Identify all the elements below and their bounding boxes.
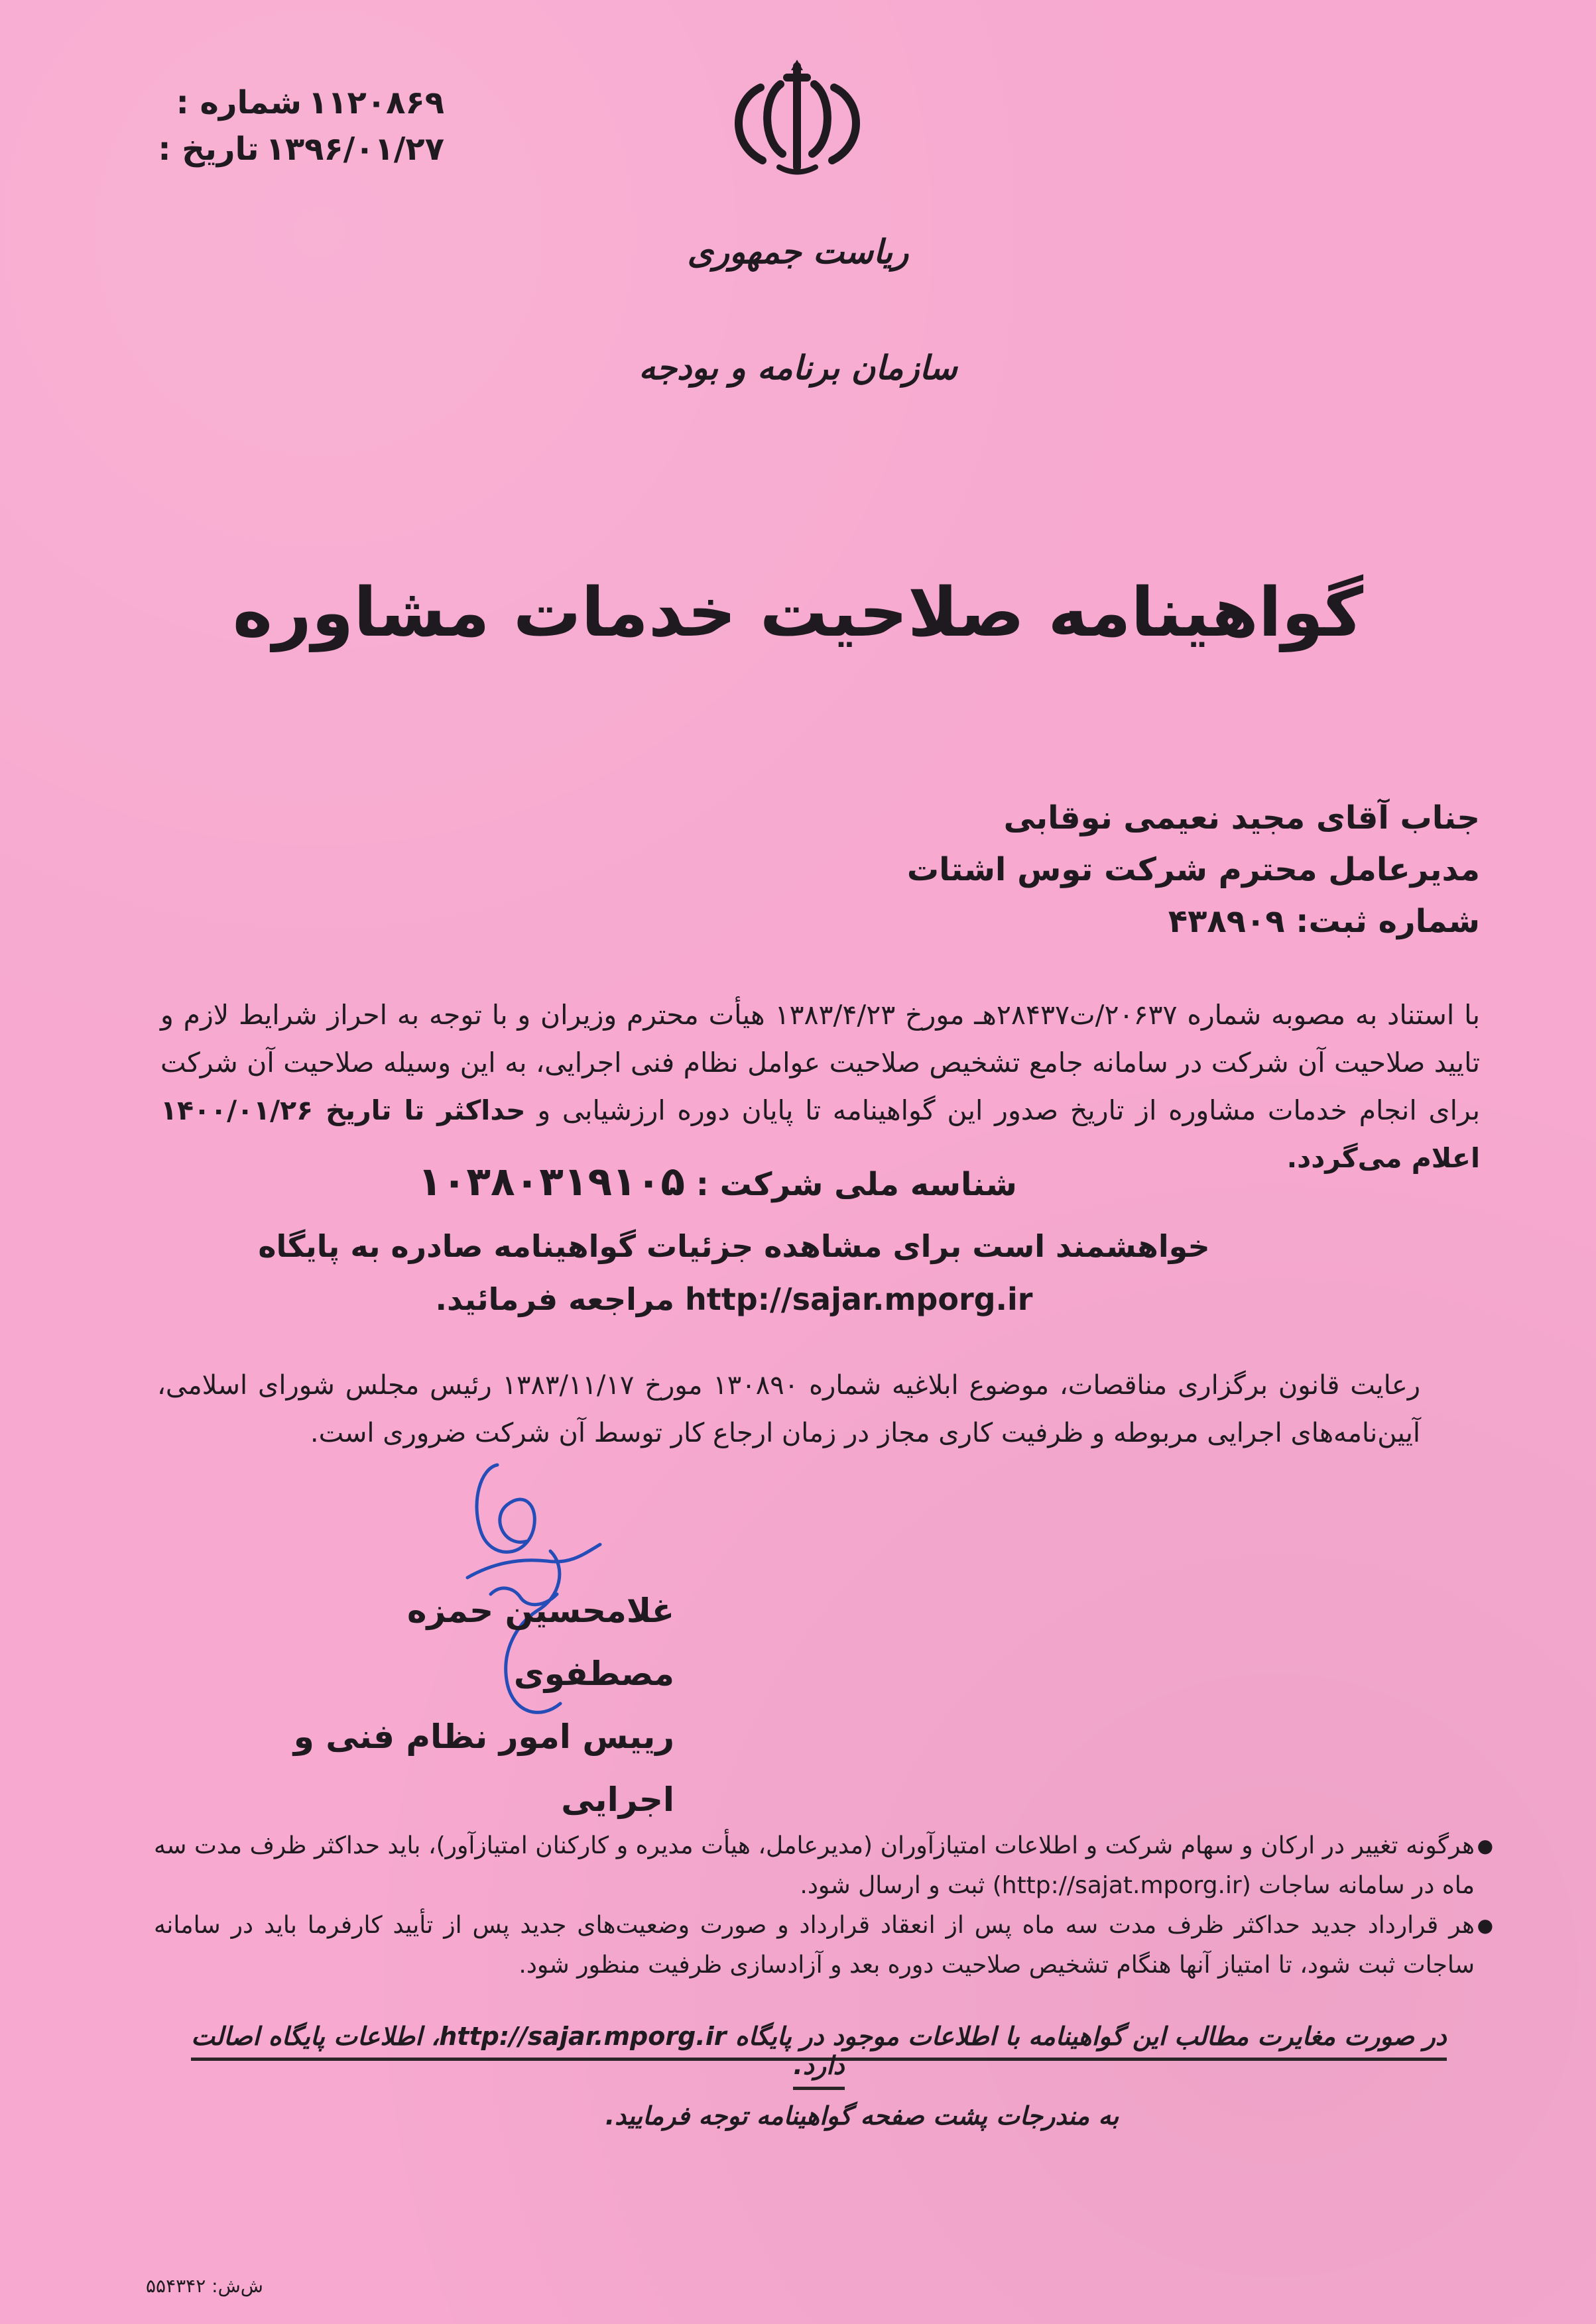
request-line-2 — [204, 1273, 1264, 1326]
company-national-id-value: ۱۰۳۸۰۳۱۹۱۰۵ — [418, 1159, 685, 1205]
main-paragraph — [160, 991, 1480, 1182]
presidency-heading: ریاست جمهوری — [687, 232, 909, 271]
note-item: ● هرگونه تغییر در ارکان و سهام شرکت و اطلاعات امتیازآوران (مدیرعامل، هیأت مدیره و کارکنان امتیازآور)، باید حداکثر ظرف مدت سه ماه در سامانه ساجات (http://sajat.mporg.ir) ثبت و ارسال شود. — [154, 1826, 1493, 1906]
authenticity-warning-text: در صورت مغایرت مطالب این گواهینامه با اطلاعات موجود در پایگاه http://sajar.mporg.ir، اطلاعات پایگاه اصالت دارد. — [191, 2022, 1446, 2090]
company-national-id — [286, 1159, 1148, 1205]
document-number-row — [99, 80, 444, 126]
notes-list — [154, 1826, 1493, 1985]
document-number-value: ۱۱۲۰۸۶۹ — [308, 84, 444, 121]
note-item: ● هر قرارداد جدید حداکثر ظرف مدت سه ماه پس از انعقاد قرارداد و صورت وضعیت‌های جدید پس از تأیید کارفرما باید در سامانه ساجات ثبت شود، تا امتیاز آنها هنگام تشخیص صلاحیت دوره بعد و آزادسازی ظرفیت منظور شود. — [154, 1906, 1493, 1985]
authenticity-warning — [172, 2022, 1465, 2080]
registration-label: شماره ثبت: — [1296, 903, 1480, 940]
iran-emblem-icon — [726, 54, 869, 180]
company-national-id-label: شناسه ملی شرکت : — [696, 1166, 1017, 1203]
main-paragraph-text: با استناد به مصوبه شماره ۲۰۶۳۷/ت۲۸۴۳۷هـ مورخ ۱۳۸۳/۴/۲۳ هیأت محترم وزیران و با توجه به احراز شرایط لازم و تایید صلاحیت آن شرکت در سامانه جامع تشخیص صلاحیت عوامل نظام فنی اجرایی، به این وسیله صلاحیت آن شرکت برای انجام خدمات مشاوره از تاریخ صدور این گواهینامه تا پایان دوره ارزشیابی و — [160, 999, 1481, 1126]
document-date-value: ۱۳۹۶/۰۱/۲۷ — [265, 131, 444, 168]
document-number-label: شماره : — [176, 84, 302, 121]
recipient-registration-row — [618, 896, 1480, 947]
document-meta — [99, 80, 444, 172]
signer-block — [237, 1580, 674, 1831]
back-page-note: به مندرجات پشت صفحه گواهینامه توجه فرمایید. — [605, 2101, 1119, 2130]
law-notice: رعایت قانون برگزاری مناقصات، موضوع ابلاغیه شماره ۱۳۰۸۹۰ مورخ ۱۳۸۳/۱۱/۱۷ رئیس مجلس شورای اسلامی، آیین‌نامه‌های اجرایی مربوطه و ظرفیت کاری مجاز در زمان ارجاع کار توسط آن شرکت ضروری است. — [157, 1370, 1421, 1448]
organization-heading: سازمان برنامه و بودجه — [639, 348, 957, 387]
signer-name: غلامحسین حمزه مصطفوی — [407, 1592, 674, 1693]
footer-serial: ش‌ش: ۵۵۴۳۴۲ — [146, 2275, 263, 2297]
recipient-block — [618, 792, 1480, 947]
signer-title: رییس امور نظام فنی و اجرایی — [293, 1717, 674, 1819]
registration-value: ۴۳۸۹۰۹ — [1168, 903, 1285, 940]
certificate-title: گواهینامه صلاحیت خدمات مشاوره — [232, 573, 1364, 652]
main-paragraph-bold-text: حداکثر تا تاریخ ۱۴۰۰/۰۱/۲۶ اعلام می‌گردد. — [160, 1094, 1480, 1174]
document-date-label: تاریخ : — [158, 131, 259, 168]
recipient-line-name: جناب آقای مجید نعیمی نوقابی — [1003, 799, 1480, 837]
request-line-2-suffix: مراجعه فرمائید. — [435, 1281, 674, 1317]
request-line-1: خواهشمند است برای مشاهده جزئیات گواهینامه صادره به پایگاه — [258, 1228, 1210, 1264]
request-block — [204, 1220, 1264, 1326]
recipient-line-company: مدیرعامل محترم شرکت توس اشتات — [906, 851, 1480, 888]
portal-url-link[interactable]: http://sajar.mporg.ir — [685, 1281, 1033, 1317]
document-date-row — [99, 126, 444, 172]
iran-emblem — [726, 54, 869, 180]
